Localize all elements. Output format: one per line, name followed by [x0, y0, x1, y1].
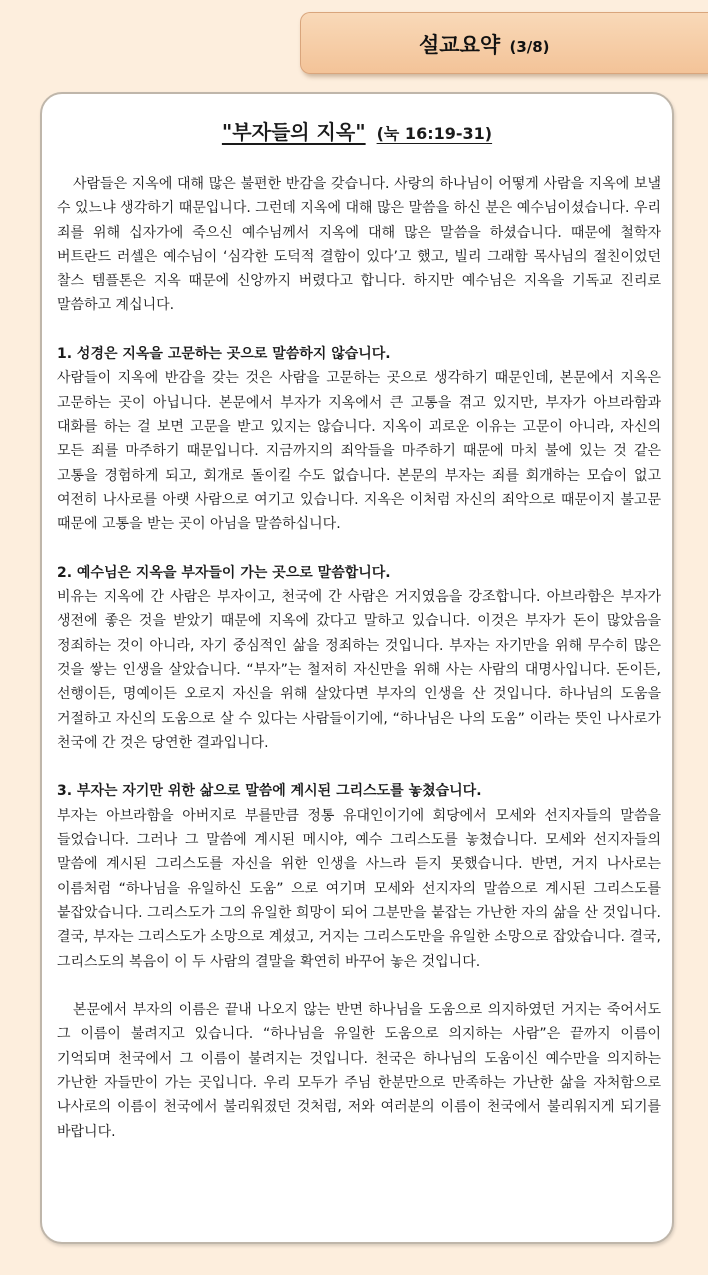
- sermon-card: [40, 92, 674, 1244]
- header-title: [419, 29, 550, 59]
- intro-paragraph: 사람들은 지옥에 대해 많은 불편한 반감을 갖습니다. 사랑의 하나님이 어떻게 사람을 지옥에 보낼 수 있느냐 생각하기 때문입니다. 그런데 지옥에 대해 많은 말씀을 하신 분은 예수님이셨습니다. 우리 죄를 위해 십자가에 죽으신 예수님께서 지옥에 대해 많은 말씀을 하셨습니다. 때문에 철학자 버트란드 러셀은 예수님이 ‘심각한 도덕적 결함이 있다’고 했고, 빌리 그래함 목사님의 절친이었던 찰스 템플톤은 지옥 때문에 신앙까지 버렸다고 합니다. 하지만 예수님은 지옥을 기독교 진리로 말씀하고 계십니다.: [57, 176, 661, 314]
- spacer: [57, 755, 661, 779]
- header-tab: [300, 12, 708, 74]
- point-3-heading: 3. 부자는 자기만 위한 삶으로 말씀에 계시된 그리스도를 놓쳤습니다.: [57, 783, 482, 800]
- point-2-heading: 2. 예수님은 지옥을 부자들이 가는 곳으로 말씀합니다.: [57, 564, 391, 581]
- scripture-reference: (눅 16:19-31): [376, 124, 493, 143]
- conclusion-paragraph: 본문에서 부자의 이름은 끝내 나오지 않는 반면 하나님을 도움으로 의지하였던 거지는 죽어서도 그 이름이 불려지고 있습니다. “하나님을 유일한 도움으로 의지하는 사람”은 끝까지 이름이 기억되며 천국에서 그 이름이 불려지는 것입니다. 천국은 하나님의 도움이신 예수만을 의지하는 가난한 자들만이 가는 곳입니다. 우리 모두가 주님 한분만으로 만족하는 가난한 삶을 자처함으로 나사로의 이름이 천국에서 불리워졌던 것처럼, 저와 여러분의 이름이 천국에서 불리워지게 되기를 바랍니다.: [57, 1002, 661, 1140]
- point-1-body: 사람들이 지옥에 반감을 갖는 것은 사람을 고문하는 곳으로 생각하기 때문인데, 본문에서 지옥은 고문하는 곳이 아닙니다. 본문에서 부자가 지옥에서 큰 고통을 겪고 있지만, 부자가 아브라함과 대화를 하는 걸 보면 고문을 받고 있지는 않습니다. 지옥이 괴로운 이유는 고문이 아니라, 자신의 모든 죄를 마주하기 때문입니다. 지금까지의 죄악들을 마주하기 때문에 마치 불에 있는 것 같은 고통을 경험하게 되고, 회개로 돌이킬 수도 없습니다. 본문의 부자는 죄를 회개하는 모습이 없고 여전히 나사로를 아랫 사람으로 여기고 있습니다. 지옥은 이처럼 자신의 죄악으로 때문이지 불고문 때문에 고통을 받는 곳이 아님을 말씀하십니다.: [57, 370, 661, 533]
- spacer: [57, 974, 661, 998]
- point-3-body: 부자는 아브라함을 아버지로 부를만큼 정통 유대인이기에 회당에서 모세와 선지자들의 말씀을 들었습니다. 그러나 그 말씀에 계시된 메시야, 예수 그리스도를 놓쳤습니다. 모세와 선지자들의 말씀에 계시된 그리스도를 자신을 위한 인생을 사느라 듣지 못했습니다. 반면, 거지 나사로는 이름처럼 “하나님을 유일하신 도움” 으로 여기며 모세와 선지자의 말씀으로 계시된 그리스도를 붙잡았습니다. 그리스도가 그의 유일한 희망이 되어 그분만을 붙잡는 가난한 자의 삶을 산 것입니다. 결국, 부자는 그리스도가 소망으로 계셨고, 거지는 그리스도만을 유일한 소망으로 잡았습니다. 결국, 그리스도의 복음이 이 두 사람의 결말을 확연히 바꾸어 놓은 것입니다.: [57, 807, 661, 970]
- spacer: [57, 536, 661, 560]
- header-title-text: 설교요약: [419, 33, 501, 57]
- point-2-body: 비유는 지옥에 간 사람은 부자이고, 천국에 간 사람은 거지였음을 강조합니다. 아브라함은 부자가 생전에 좋은 것을 받았기 때문에 지옥에 갔다고 말하고 있습니다. 이것은 부자가 돈이 많았음을 정죄하는 것이 아니라, 자기 중심적인 삶을 정죄하는 것입니다. 부자는 자기만을 위해 무수히 많은 것을 쌓는 인생을 살았습니다. “부자”는 철저히 자신만을 위해 사는 사람의 대명사입니다. 돈이든, 선행이든, 명예이든 오로지 자신을 위해 살았다면 부자의 인생을 산 것입니다. 하나님의 도움을 거절하고 자신의 도움으로 살 수 있다는 사람들이기에, “하나님은 나의 도움” 이라는 뜻인 나사로가 천국에 간 것은 당연한 결과입니다.: [57, 589, 661, 751]
- sermon-title: [42, 116, 672, 145]
- sermon-content: [57, 172, 661, 1144]
- spacer: [57, 318, 661, 342]
- point-1-heading: 1. 성경은 지옥을 고문하는 곳으로 말씀하지 않습니다.: [57, 346, 391, 363]
- page-indicator: (3/8): [509, 38, 550, 56]
- sermon-title-text: "부자들의 지옥": [221, 120, 366, 144]
